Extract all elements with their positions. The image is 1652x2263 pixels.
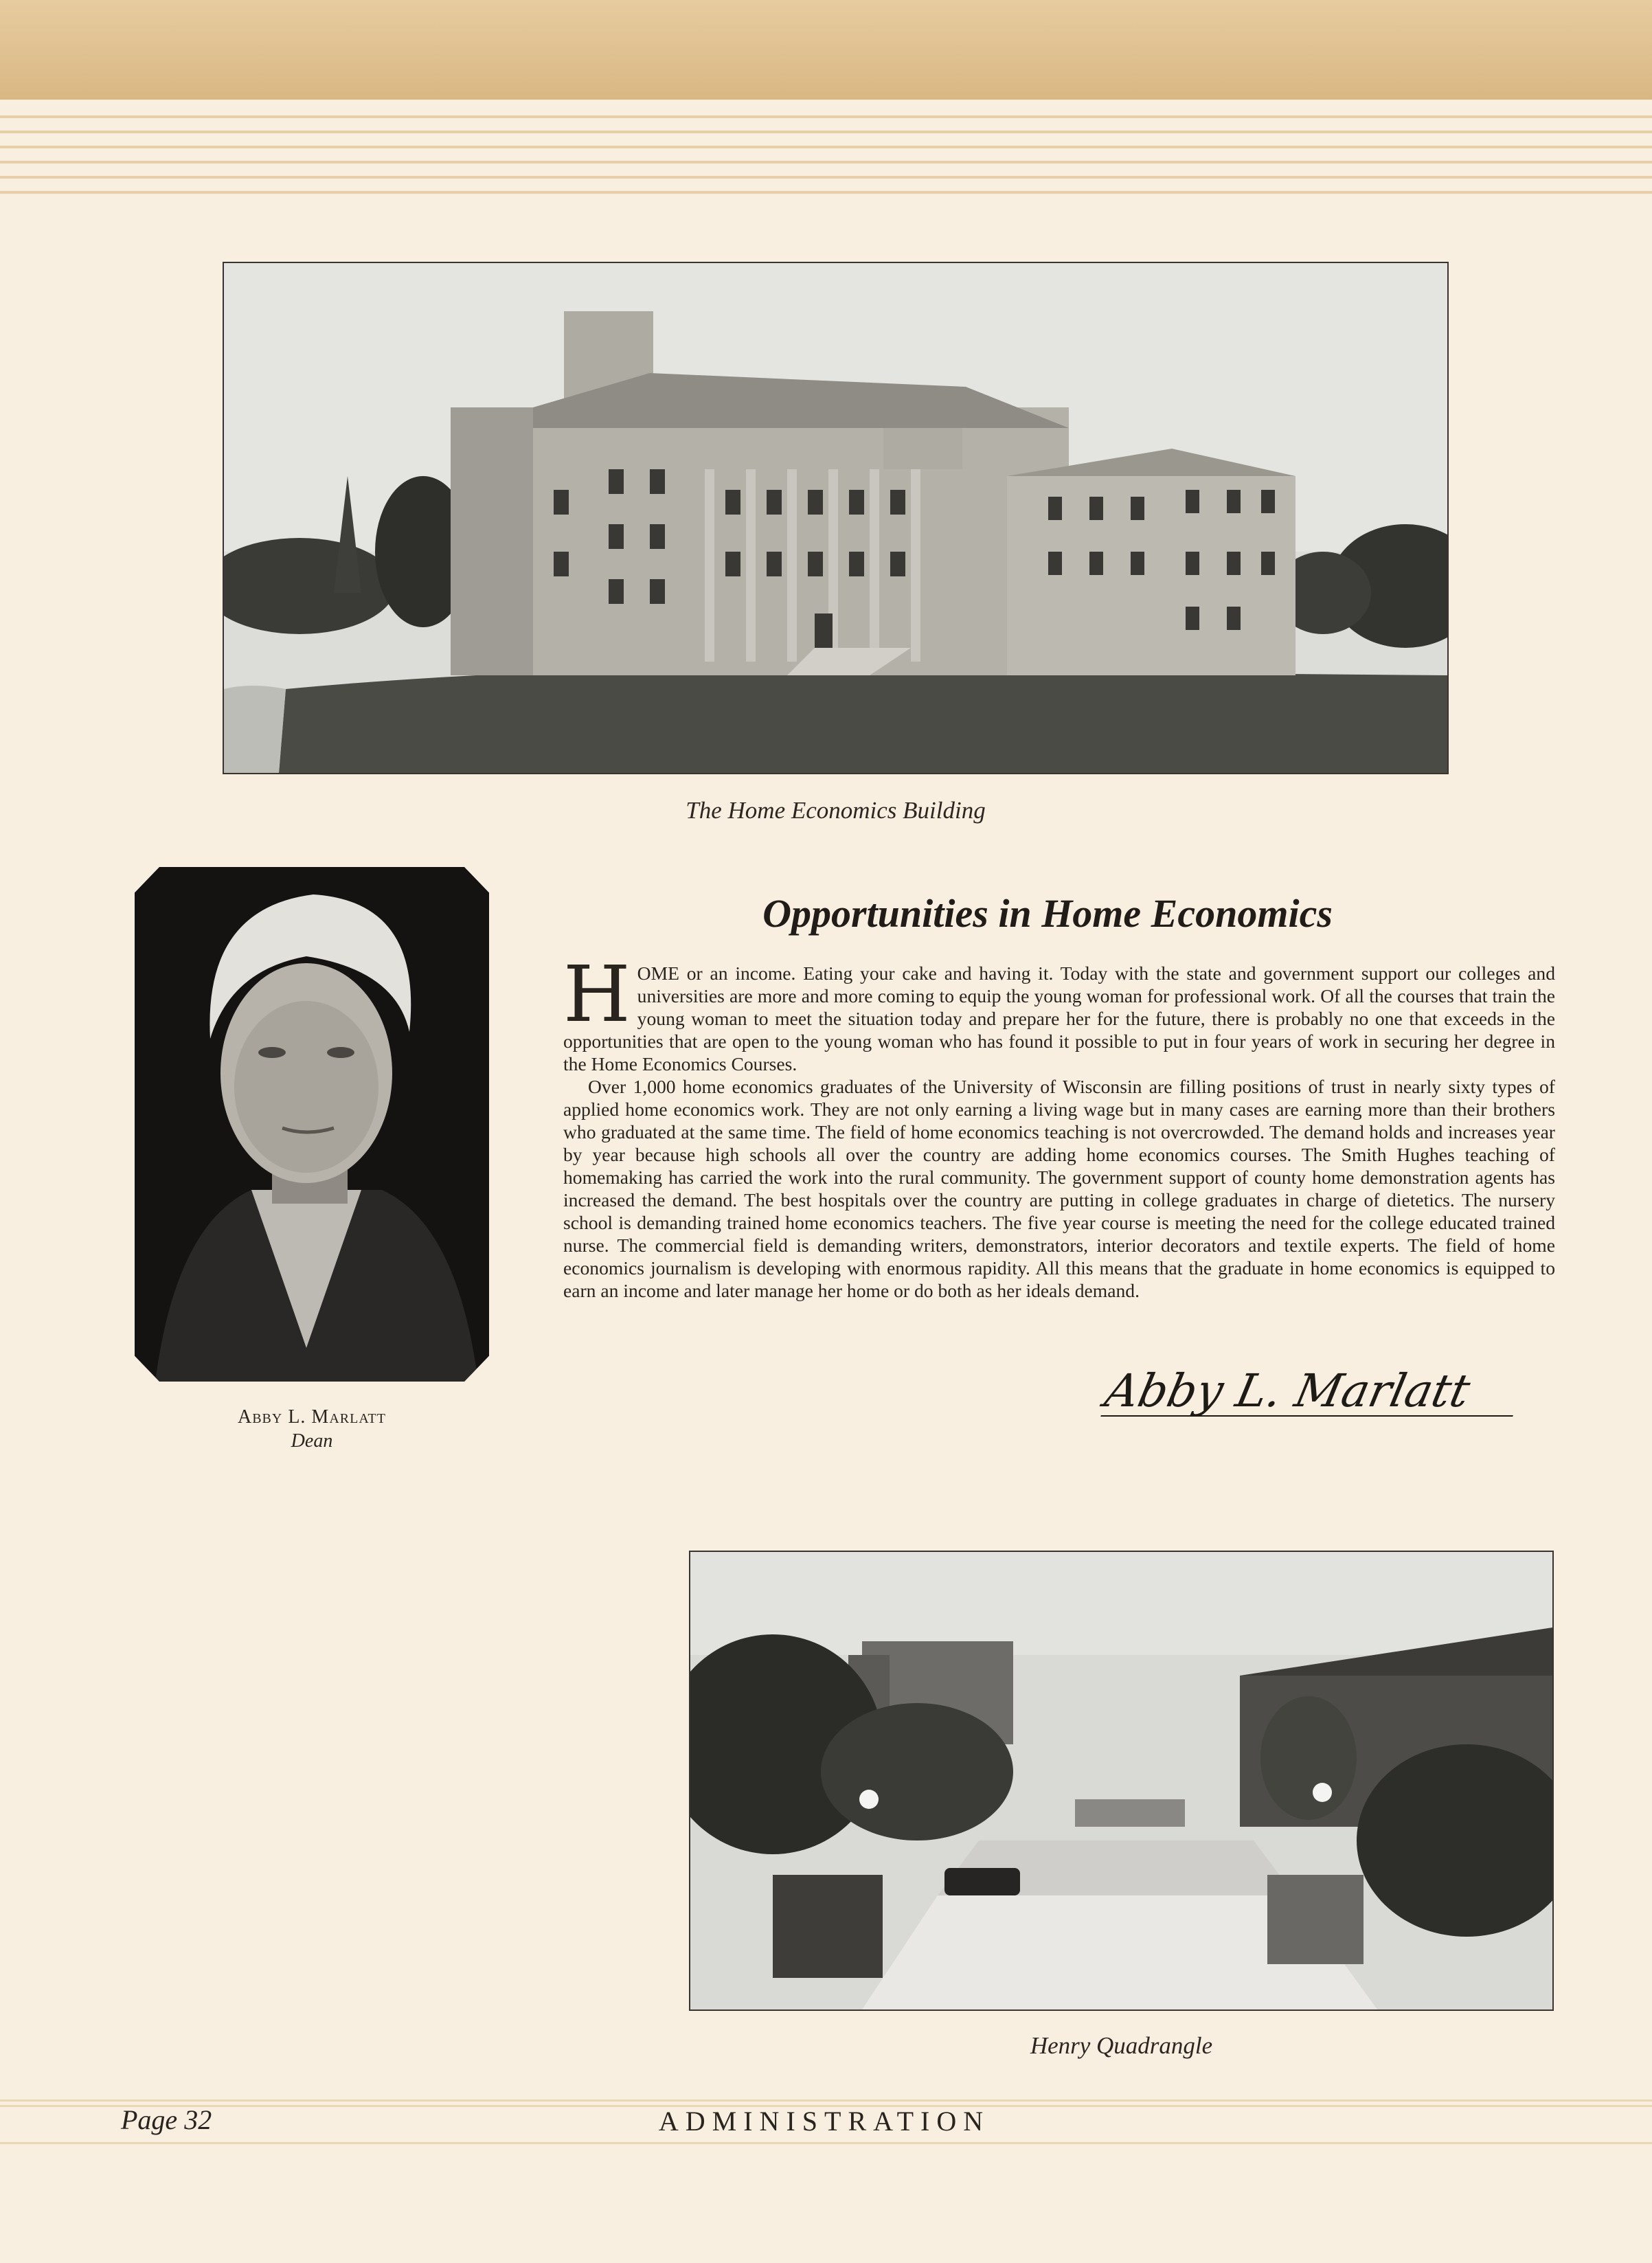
paragraph-2: Over 1,000 home economics graduates of the University of Wisconsin are filling positions of trust in nearly sixty types of applied home economics work. They are not only earning a living wage but in many cases are earning more than their brothers who graduated at the same time. The field of home economics teaching is not overcrowded. The demand holds and increases year by year because high schools all over the country are adding home economics courses. The Smith Hughes teaching of homemaking has carried the work into the rural community. The government support of county home demonstration agents has increased the demand. The best hospitals over the country are putting in college graduates in charge of dietetics. The nursery school is demanding trained home economics teachers. The five year course is meeting the need for the college educated trained nurse. The commercial field is demanding writers, demonstrators, interior decorators and textile experts. The field of home economics journalism is developing with enormous rapidity. All this means that the graduate in home economics is equipped to earn an income and later manage her home or do both as her ideals demand. xyxy=(563,1076,1555,1301)
stripe xyxy=(0,146,1652,148)
footer-rule xyxy=(0,2142,1652,2144)
dean-name: Abby L. Marlatt xyxy=(237,1406,386,1428)
dean-portrait xyxy=(135,867,489,1382)
quadrangle-caption: Henry Quadrangle xyxy=(1030,2032,1213,2059)
page-number: Page 32 xyxy=(121,2104,212,2135)
section-title: ADMINISTRATION xyxy=(658,2106,991,2137)
paragraph-1-text: OME or an income. Eating your cake and having it. Today with the state and government support our colleges and universities are more and more coming to equip the young woman for professional work. Of all the courses that train the young woman to meet the situation today and prepare her for the future, there is probably no one that exceeds in the opportunities that are open to the young woman who has found it possible to put in four years of work in securing her degree in the Home Economics Courses. xyxy=(563,962,1555,1074)
stripe xyxy=(0,161,1652,164)
quadrangle-photo xyxy=(689,1551,1554,2011)
building-caption: The Home Economics Building xyxy=(686,797,986,824)
building-photo xyxy=(223,262,1449,774)
drop-cap: H xyxy=(563,950,631,1039)
footer-rule xyxy=(0,2099,1652,2102)
article-title: Opportunities in Home Economics xyxy=(762,891,1333,936)
top-band xyxy=(0,0,1652,100)
paragraph-1 xyxy=(563,950,1555,1075)
stripe xyxy=(0,115,1652,118)
stripe xyxy=(0,176,1652,179)
stripe xyxy=(0,191,1652,194)
article-body xyxy=(563,950,1555,1302)
dean-title: Dean xyxy=(291,1430,333,1452)
dean-signature: Abby L. Marlatt xyxy=(1100,1367,1523,1417)
stripe xyxy=(0,131,1652,133)
